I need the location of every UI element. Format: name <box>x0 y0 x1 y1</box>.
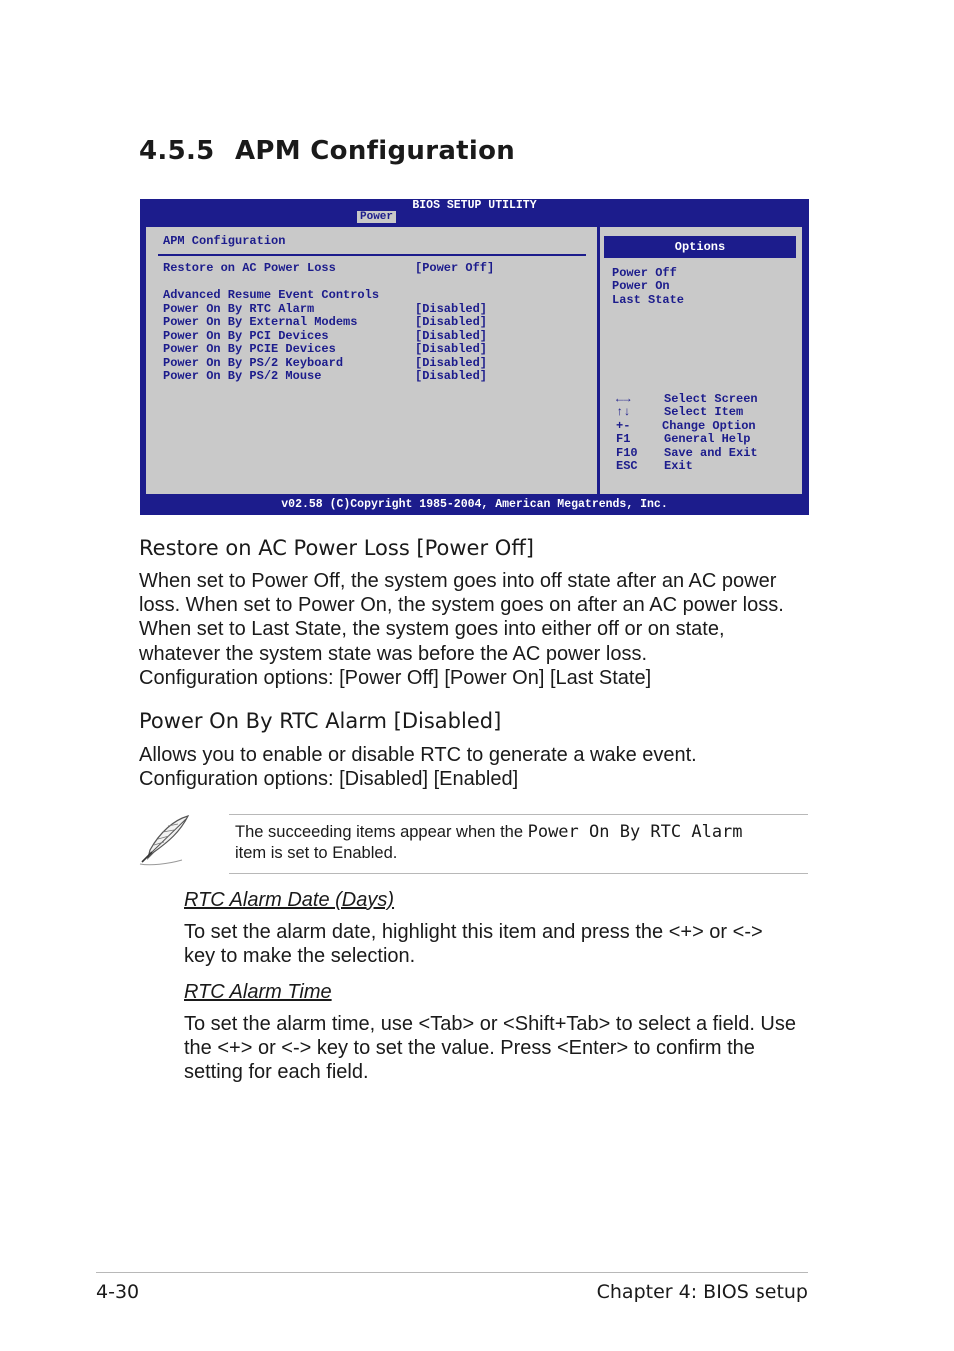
paragraph-line: the <+> or <-> key to set the value. Press <Enter> to confirm the <box>184 1037 755 1060</box>
rtc-date-description <box>184 920 763 968</box>
key-action: Save and Exit <box>664 445 758 460</box>
restore-heading: Restore on AC Power Loss [Power Off] <box>139 536 534 560</box>
options-header: Options <box>604 236 796 258</box>
bios-title: BIOS SETUP UTILITY <box>412 199 537 212</box>
footer-rule <box>96 1272 808 1273</box>
rtc-time-title: RTC Alarm Time <box>184 981 332 1003</box>
note-text-after: item is set to Enabled. <box>235 844 398 862</box>
key-action: Change Option <box>662 418 756 433</box>
chapter-label: Chapter 4: BIOS setup <box>596 1281 808 1303</box>
bios-item-value[interactable]: [Disabled] <box>415 315 488 330</box>
rtc-heading: Power On By RTC Alarm [Disabled] <box>139 709 502 733</box>
key-name: F1 <box>616 432 631 447</box>
bios-restore-label[interactable]: Restore on AC Power Loss <box>163 261 336 275</box>
key-legend <box>616 393 758 473</box>
option-item[interactable]: Power On <box>612 279 670 294</box>
key-name: F10 <box>616 445 638 460</box>
paragraph-line: When set to Last State, the system goes into either off or on state, <box>139 618 725 641</box>
section-title-text: APM Configuration <box>235 136 516 166</box>
rtc-date-title: RTC Alarm Date (Days) <box>184 889 395 911</box>
option-item[interactable]: Last State <box>612 292 685 307</box>
bios-panel <box>144 225 804 496</box>
bios-item-label[interactable]: Power On By PCI Devices <box>163 328 329 343</box>
key-action: General Help <box>664 432 751 447</box>
bios-restore-value[interactable]: [Power Off] <box>415 261 495 275</box>
paragraph-line: setting for each field. <box>184 1061 369 1084</box>
section-number: 4.5.5 <box>139 136 215 166</box>
bios-advanced-label: Advanced Resume Event Controls <box>163 288 380 302</box>
up-down-arrows-icon: ↑↓ <box>616 405 631 420</box>
bios-item-value[interactable]: [Disabled] <box>415 302 488 316</box>
key-action: Select Screen <box>664 392 758 406</box>
note-bottom-rule <box>229 873 808 874</box>
bios-item-label[interactable]: Power On By PS/2 Mouse <box>163 369 322 384</box>
bios-item-value[interactable]: [Disabled] <box>415 328 488 343</box>
plus-minus-icon: +- <box>616 418 631 433</box>
paragraph-line: Configuration options: [Power Off] [Power On] [Last State] <box>139 666 652 689</box>
left-right-arrows-icon: ←→ <box>616 392 631 406</box>
bios-item-label[interactable]: Power On By PS/2 Keyboard <box>163 355 344 370</box>
paragraph-line: loss. When set to Power On, the system goes on after an AC power loss. <box>139 594 784 617</box>
rtc-time-description <box>184 1012 796 1085</box>
paragraph-line: Allows you to enable or disable RTC to generate a wake event. <box>139 744 697 766</box>
bios-panel-title: APM Configuration <box>163 234 286 248</box>
page-number: 4-30 <box>96 1281 140 1303</box>
options-list <box>612 267 684 307</box>
key-action: Exit <box>664 458 693 473</box>
rtc-description <box>139 743 697 791</box>
note-text <box>235 822 743 864</box>
option-item[interactable]: Power Off <box>612 266 677 280</box>
bios-title-underline <box>158 254 586 256</box>
bios-item-label[interactable]: Power On By RTC Alarm <box>163 302 315 316</box>
bios-item-value[interactable]: [Disabled] <box>415 355 488 370</box>
bios-item-value[interactable]: [Disabled] <box>415 369 488 384</box>
key-action: Select Item <box>664 405 744 420</box>
note-text-before: The succeeding items appear when the <box>235 823 528 841</box>
bios-item-label[interactable]: Power On By PCIE Devices <box>163 342 336 357</box>
paragraph-line: To set the alarm date, highlight this item and press the <+> or <-> <box>184 921 763 943</box>
paragraph-line: When set to Power Off, the system goes into off state after an AC power <box>139 570 777 592</box>
note-top-rule <box>229 814 808 815</box>
bios-item-list <box>163 303 357 383</box>
bios-divider <box>597 227 600 494</box>
feather-quill-icon <box>138 812 194 868</box>
paragraph-line: whatever the system state was before the AC power loss. <box>139 642 648 665</box>
key-name: ESC <box>616 458 638 473</box>
bios-item-label[interactable]: Power On By External Modems <box>163 315 358 330</box>
bios-item-value[interactable]: [Disabled] <box>415 342 488 357</box>
bios-item-values <box>415 303 487 383</box>
paragraph-line: Configuration options: [Disabled] [Enabled] <box>139 768 519 791</box>
section-title <box>139 136 515 166</box>
note-text-mono: Power On By RTC Alarm <box>527 822 743 842</box>
paragraph-line: key to make the selection. <box>184 945 416 968</box>
bios-tab-power[interactable]: Power <box>357 211 396 223</box>
bios-screen <box>140 199 809 515</box>
paragraph-line: To set the alarm time, use <Tab> or <Shift+Tab> to select a field. Use <box>184 1013 796 1035</box>
bios-footer: v02.58 (C)Copyright 1985-2004, American Megatrends, Inc. <box>281 498 668 511</box>
restore-description <box>139 569 784 690</box>
